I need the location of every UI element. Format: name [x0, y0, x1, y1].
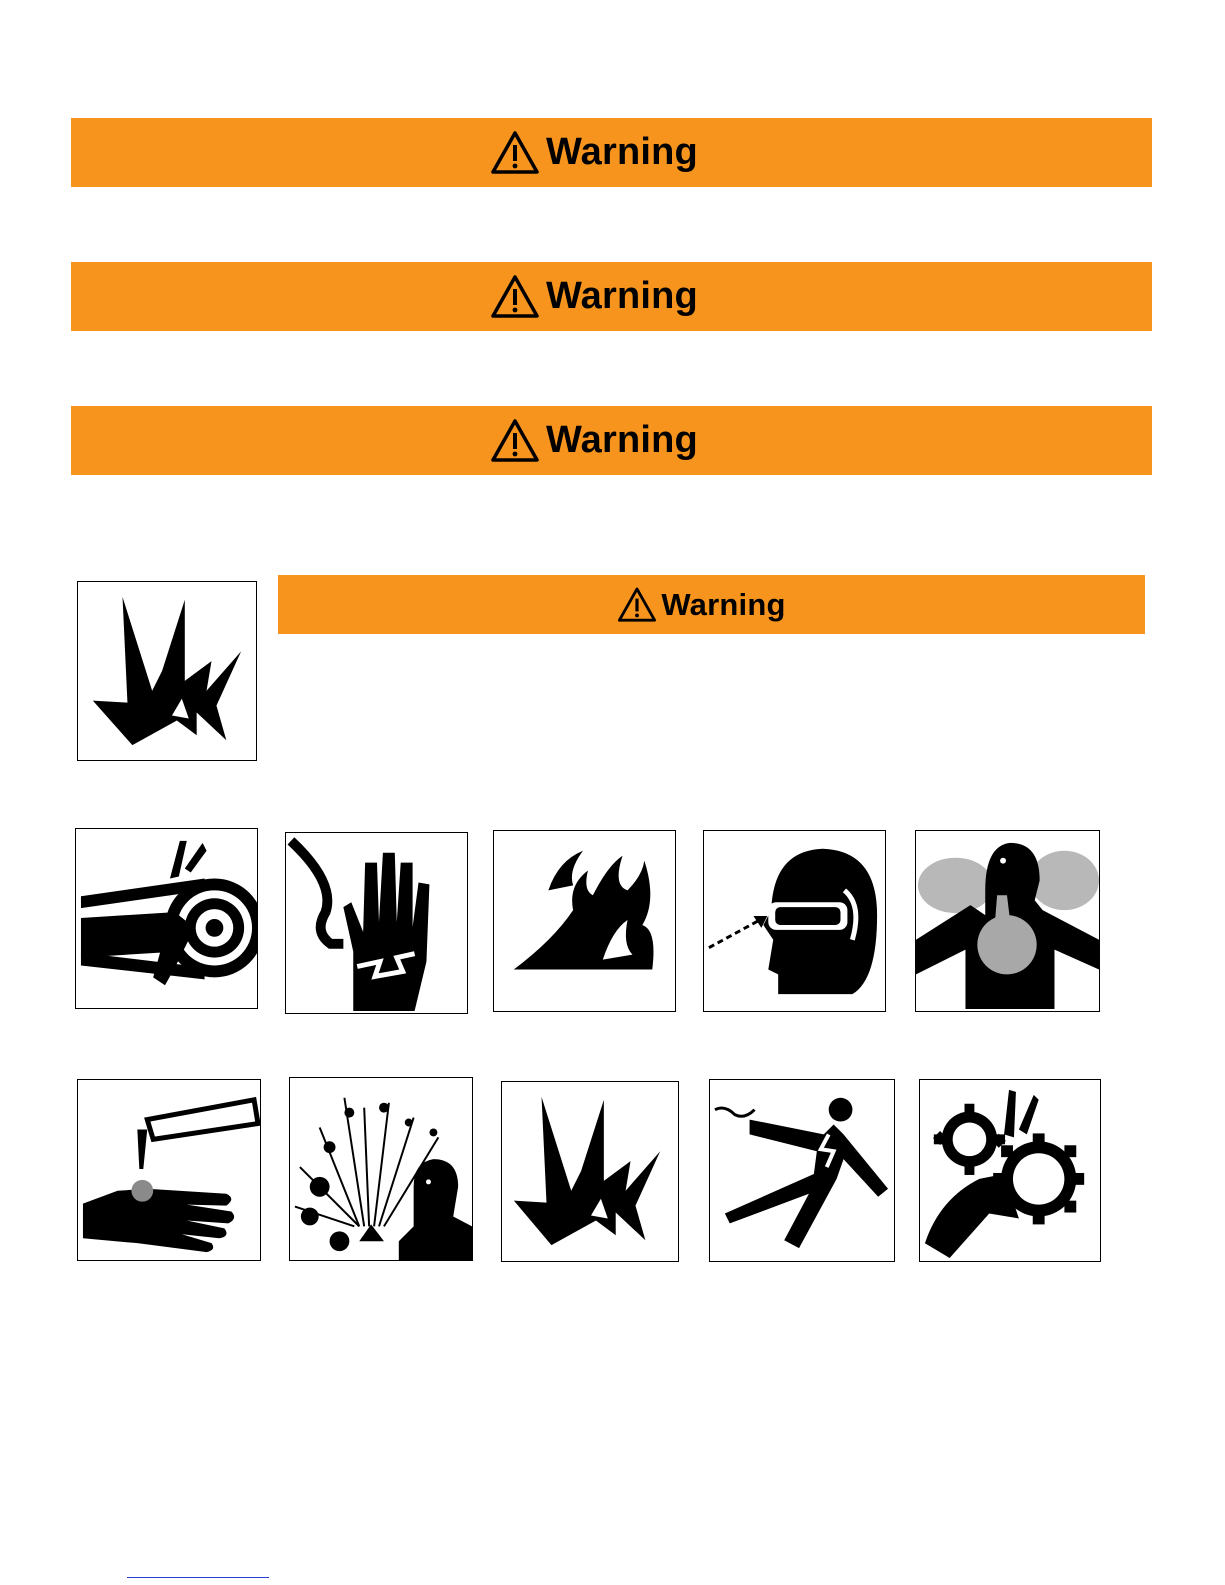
toxic-fumes-inhalation-icon: [915, 830, 1100, 1012]
warning-banner-2: [71, 262, 1152, 331]
banner-label: Warning: [546, 275, 698, 317]
banner-label: Warning: [661, 586, 786, 622]
warning-triangle-icon: [490, 418, 540, 464]
explosion-warning-banner: [278, 575, 1145, 634]
banner-label: Warning: [546, 131, 698, 173]
banner-label: Warning: [546, 419, 698, 461]
chemical-burn-hand-icon: [77, 1079, 261, 1261]
warning-triangle-icon: [490, 274, 540, 320]
explosion-debris-icon: [289, 1077, 473, 1261]
fire-icon: [493, 830, 676, 1012]
electric-shock-hand-icon: [285, 832, 468, 1014]
belt-entanglement-icon: [75, 828, 258, 1009]
explosion-icon: [77, 581, 257, 761]
warning-banner-1: [71, 118, 1152, 187]
explosion-icon: [501, 1081, 679, 1262]
warning-triangle-icon: [617, 586, 657, 624]
electrocution-person-icon: [709, 1079, 895, 1262]
eye-protection-goggles-icon: [703, 830, 886, 1012]
warning-banner-3: [71, 406, 1152, 475]
warning-triangle-icon: [490, 130, 540, 176]
footer-link-underline: [127, 1577, 269, 1578]
gear-crush-hand-icon: [919, 1079, 1101, 1262]
